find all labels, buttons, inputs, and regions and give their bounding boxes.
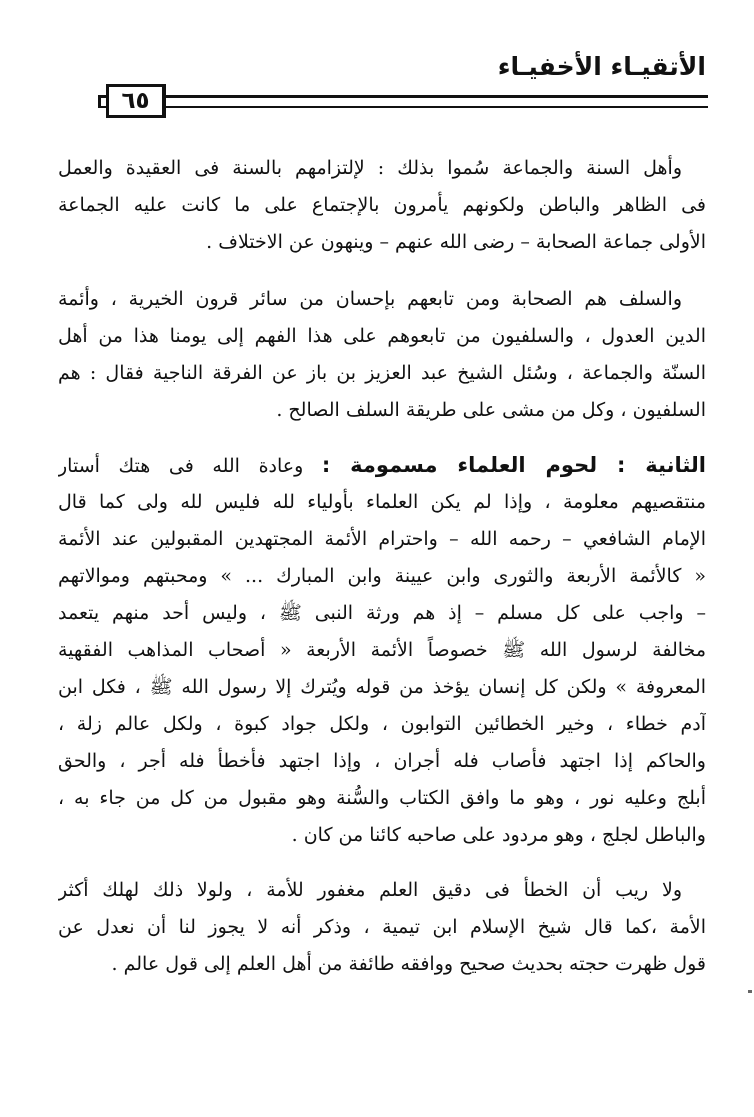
text-line: الإمام الشافعي – رحمه الله – واحترام الأئمة المجتهدين المقبولين عند الأئمة xyxy=(58,528,706,550)
page-body xyxy=(58,150,706,983)
heading-line-rest: وعادة الله فى هتك أستار xyxy=(58,455,322,477)
running-header-title: الأتقيـاء الأخفيـاء xyxy=(497,52,706,81)
text-line: – واجب على كل مسلم – إذ هم ورثة النبى ﷺ ، وليس أحد منهم يتعمد xyxy=(58,602,706,624)
text-line: وأهل السنة والجماعة سُموا بذلك : لإلتزامهم بالسنة فى العقيدة والعمل xyxy=(58,157,682,179)
text-line: قول ظهرت حجته بحديث صحيح ووافقه طائفة من أهل العلم إلى قول عالم . xyxy=(111,953,706,975)
page-number: ٦٥ xyxy=(106,84,166,118)
heading-line xyxy=(58,447,706,484)
text-line: المعروفة » ولكن كل إنسان يؤخذ من قوله ويُترك إلا رسول الله ﷺ ، فكل ابن xyxy=(58,676,706,698)
text-line: الأولى جماعة الصحابة – رضى الله عنهم – وينهون عن الاختلاف . xyxy=(206,231,706,253)
text-line: الأمة ،كما قال شيخ الإسلام ابن تيمية ، وذكر أنه لا يجوز لنا أن نعدل عن xyxy=(58,916,706,938)
text-line: ولا ريب أن الخطأ فى دقيق العلم مغفور للأمة ، ولولا ذلك لهلك أكثر xyxy=(58,879,682,901)
text-line: مخالفة لرسول الله ﷺ خصوصاً الأئمة الأربعة « أصحاب المذاهب الفقهية xyxy=(58,639,706,661)
text-line: آدم خطاء ، وخير الخطائين التوابون ، ولكل جواد كبوة ، ولكل عالم زلة ، xyxy=(58,713,706,735)
scan-edge-mark xyxy=(748,990,752,993)
paragraph-4 xyxy=(58,872,706,983)
paragraph-3 xyxy=(58,447,706,854)
paragraph-1 xyxy=(58,150,706,261)
text-line: فى الظاهر والباطن ولكونهم يأمرون بالإجتماع على ما كانت عليه الجماعة xyxy=(58,194,706,216)
header-rule-top xyxy=(98,95,708,98)
text-line: والسلف هم الصحابة ومن تابعهم بإحسان من سائر قرون الخيرية ، وأئمة xyxy=(58,288,682,310)
text-line: والحاكم إذا اجتهد فأصاب فله أجران ، وإذا اجتهد فأخطأ فله أجر ، والحق xyxy=(58,750,706,772)
header-rule-bottom xyxy=(98,106,708,108)
text-line: السنّة والجماعة ، وسُئل الشيخ عبد العزيز بن باز عن الفرقة الناجية فقال : هم xyxy=(58,362,706,384)
paragraph-gap xyxy=(58,429,706,447)
text-line: السلفيون ، وكل من مشى على طريقة السلف الصالح . xyxy=(276,399,706,421)
text-line: منتقصيهم معلومة ، وإذا لم يكن العلماء بأولياء لله فليس لله ولى كما قال xyxy=(58,491,706,513)
paragraph-2 xyxy=(58,281,706,429)
header-rule-end xyxy=(98,95,101,108)
section-heading: الثانية : لحوم العلماء مسمومة : xyxy=(321,453,706,477)
text-line: أبلج وعليه نور ، وهو ما وافق الكتاب والسُّنة وهو مقبول من كل من جاء به ، xyxy=(58,787,706,809)
paragraph-gap xyxy=(58,854,706,872)
text-line: « كالأئمة الأربعة والثورى وابن عيينة وابن المبارك ... » ومحبتهم وموالاتهم xyxy=(58,565,706,587)
text-line: الدين العدول ، والسلفيون من تابعوهم على هذا الفهم إلى يومنا هذا من أهل xyxy=(58,325,706,347)
text-line: والباطل لجلج ، وهو مردود على صاحبه كائنا من كان . xyxy=(291,824,706,846)
paragraph-gap xyxy=(58,261,706,281)
